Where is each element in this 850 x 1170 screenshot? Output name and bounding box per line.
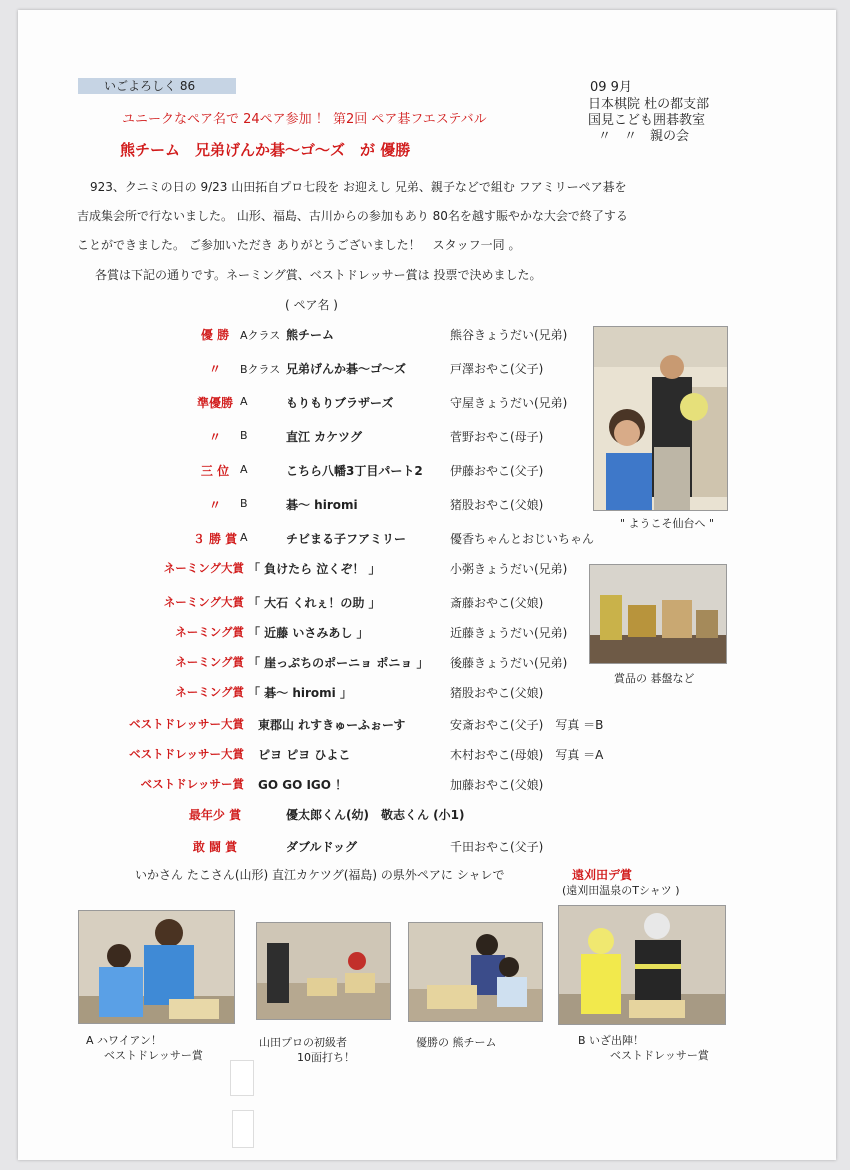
award-name: 〃 (208, 430, 221, 444)
team-name: 「 碁〜 hiromi 」 (248, 686, 352, 700)
team-members: 斎藤おやこ(父娘) (450, 596, 544, 610)
prizes-photo (589, 564, 727, 664)
closing-text: いかさん たこさん(山形) 直江カケツグ(福島) の県外ペアに シャレで (135, 868, 505, 882)
award-name: 〃 (208, 498, 221, 512)
award-name: ネーミング大賞 (163, 595, 244, 609)
team-name: 優太郎くん(幼) 敬志くん (小1) (286, 808, 465, 822)
welcome-photo (593, 326, 728, 511)
photo-pro-caption-2: 10面打ち！ (297, 1051, 355, 1064)
team-name: 「 近藤 いさみあし 」 (248, 626, 369, 640)
award-class: Bクラス (240, 363, 281, 376)
team-members: 加藤おやこ(父娘) (450, 778, 544, 792)
award-name: ３ 勝 賞 (192, 532, 238, 546)
photo-b-rescue (558, 905, 726, 1025)
award-name: ネーミング賞 (175, 655, 244, 669)
award-class: B (240, 429, 248, 442)
team-members: 戸澤おやこ(父子) (450, 362, 544, 376)
team-members: 優香ちゃんとおじいちゃん (450, 532, 595, 546)
photo-b-image (559, 906, 725, 1024)
intro-line-4: 各賞は下記の通りです。ネーミング賞、ベストドレッサー賞は 投票で決めました。 (95, 268, 542, 282)
award-name: ベストドレッサー大賞 (129, 717, 244, 731)
award-name: 準優勝 (196, 396, 233, 410)
photo-a-hawaiian (78, 910, 235, 1024)
team-members: 猪股おやこ(父娘) (450, 686, 544, 700)
welcome-photo-image (594, 327, 727, 510)
team-members: 安斎おやこ(父子) 写真 ＝B (450, 718, 604, 732)
team-members: 千田おやこ(父子) (450, 840, 544, 854)
issue-label: いごよろしく 86 (78, 78, 236, 94)
award-class: A (240, 395, 248, 408)
issue-date: 09 9月 (590, 80, 632, 95)
team-members: 近藤きょうだい(兄弟) (450, 626, 568, 640)
award-name: ネーミング賞 (175, 685, 244, 699)
photo-winners (408, 922, 543, 1022)
tape-mark (232, 1110, 254, 1148)
award-name: 最年少 賞 (188, 808, 242, 822)
photo-a-image (79, 911, 234, 1023)
team-name: 熊チーム (286, 328, 335, 342)
prizes-photo-image (590, 565, 726, 663)
award-name: ネーミング賞 (175, 625, 244, 639)
photo-pro-simul (256, 922, 391, 1020)
intro-line-1: 923、クニミの日の 9/23 山田拓自プロ七段を お迎えし 兄弟、親子などで組む フアミリーペア碁を (90, 180, 627, 194)
team-members: 小粥きょうだい(兄弟) (450, 562, 568, 576)
award-name: 優 勝 (200, 328, 230, 342)
special-award: 遠刈田デ賞 (572, 868, 633, 882)
team-name: 兄弟げんか碁〜ゴ〜ズ (286, 362, 407, 376)
team-name: チビまる子フアミリー (286, 532, 407, 546)
award-class: A (240, 531, 248, 544)
intro-line-3: ことができました。 ご参加いただき ありがとうございました！ スタッフ一同 。 (77, 238, 521, 252)
photo-a-caption-2: ベストドレッサー賞 (104, 1049, 203, 1062)
team-name: GO GO IGO ！ (258, 778, 348, 792)
special-award-note: (遠刈田温泉のTシャツ ) (562, 884, 680, 897)
award-name: 敢 闘 賞 (192, 840, 238, 854)
photo-b-caption-2: ベストドレッサー賞 (610, 1049, 709, 1062)
award-class: Aクラス (240, 329, 281, 342)
team-name: 碁〜 hiromi (286, 498, 358, 512)
team-name: 東郡山 れすきゅーふぉーす (258, 718, 406, 732)
team-members: 伊藤おやこ(父子) (450, 464, 544, 478)
headline: ユニークなペア名で 24ペア参加 ！ 第2回 ペア碁フエステバル (122, 112, 487, 127)
winner-line: 熊チーム 兄弟げんか碁〜ゴ〜ズ が 優勝 (120, 141, 411, 159)
team-name: ピヨ ピヨ ひよこ (258, 748, 351, 762)
photo-a-caption-1: A ハワイアン！ (86, 1034, 162, 1047)
org-name-2: 国見こども囲碁教室 (588, 113, 706, 128)
photo-pro-caption-1: 山田プロの初級者 (259, 1036, 347, 1049)
team-members: 菅野おやこ(母子) (450, 430, 544, 444)
org-name-1: 日本棋院 杜の都支部 (588, 97, 710, 112)
org-name-3: 〃 〃 親の会 (598, 129, 690, 144)
photo-pro-simul-image (257, 923, 390, 1019)
welcome-caption: " ようこそ仙台へ " (620, 517, 715, 530)
team-members: 熊谷きょうだい(兄弟) (450, 328, 568, 342)
award-name: ベストドレッサー賞 (140, 777, 244, 791)
team-members: 守屋きょうだい(兄弟) (450, 396, 568, 410)
award-name: ネーミング大賞 (163, 561, 244, 575)
team-name: 「 大石 くれぇ！の助 」 (248, 596, 381, 610)
team-name: 直江 カケツグ (286, 430, 362, 444)
award-name: 〃 (208, 362, 221, 376)
pair-header: ( ペア名 ) (285, 298, 338, 312)
team-members: 猪股おやこ(父娘) (450, 498, 544, 512)
team-name: こちら八幡3丁目パート2 (286, 464, 423, 478)
photo-winners-caption: 優勝の 熊チーム (416, 1036, 497, 1049)
award-name: ベストドレッサー大賞 (129, 747, 244, 761)
team-name: 「 負けたら 泣くぞ！ 」 (248, 562, 381, 576)
award-class: B (240, 497, 248, 510)
photo-b-caption-1: B いざ出陣！ (578, 1034, 645, 1047)
award-name: 三 位 (200, 464, 230, 478)
team-members: 後藤きょうだい(兄弟) (450, 656, 568, 670)
team-members: 木村おやこ(母娘) 写真 ＝A (450, 748, 604, 762)
award-class: A (240, 463, 248, 476)
prizes-caption: 賞品の 碁盤など (614, 672, 695, 685)
photo-winners-image (409, 923, 542, 1021)
intro-line-2: 吉成集会所で行ないました。 山形、福島、古川からの参加もあり 80名を越す賑やかな大会で終了する (77, 209, 628, 223)
team-name: 「 崖っぷちのポーニョ ポニョ 」 (248, 656, 429, 670)
team-name: もりもりブラザーズ (286, 396, 394, 410)
tape-mark (230, 1060, 254, 1096)
team-name: ダブルドッグ (286, 840, 358, 854)
